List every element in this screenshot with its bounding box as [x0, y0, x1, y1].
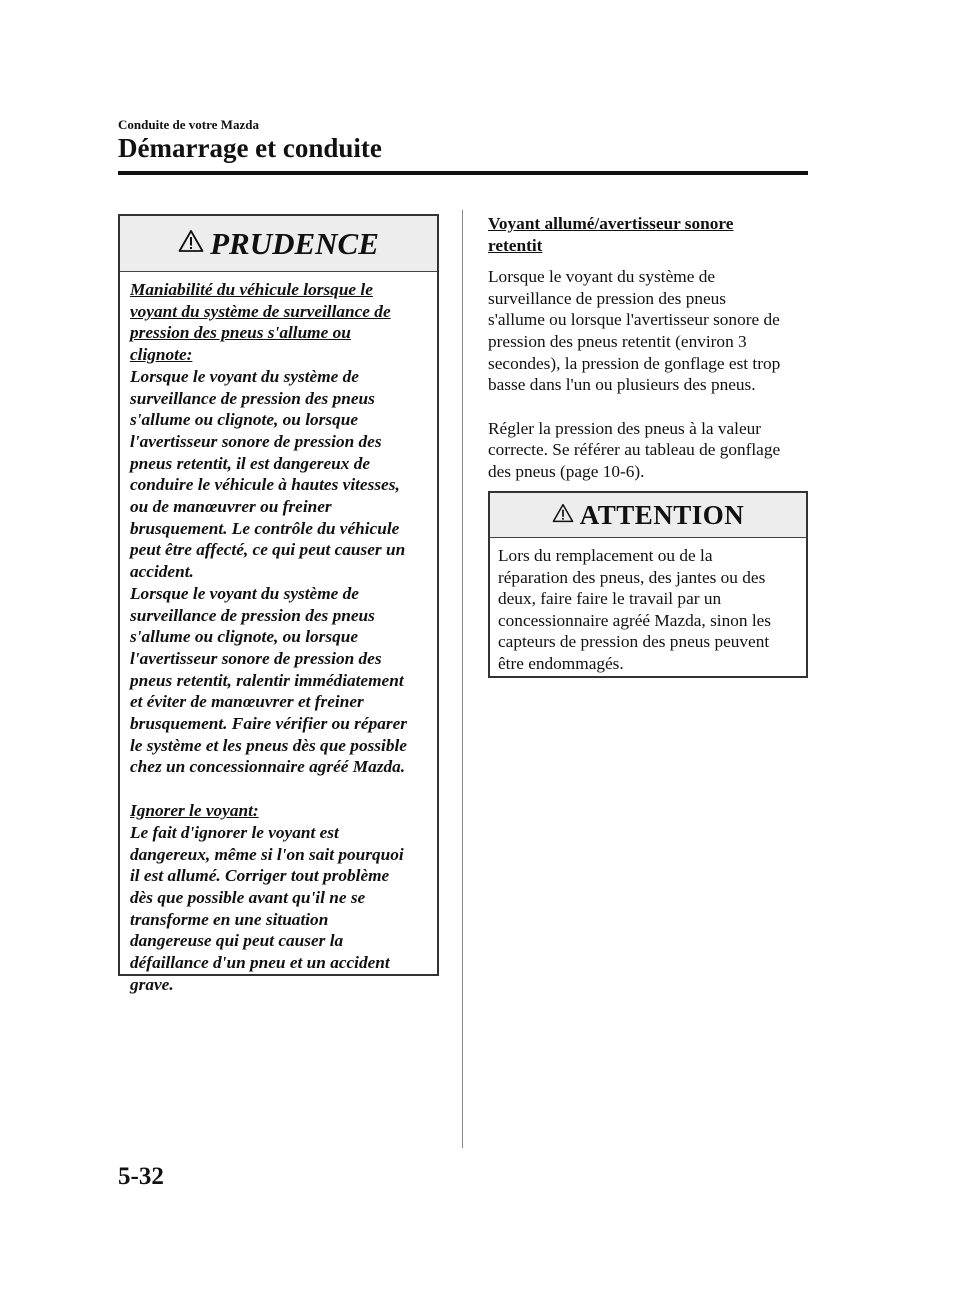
- text-line: pression des pneus s'allume ou: [130, 323, 351, 343]
- text-line: accident.: [130, 562, 194, 582]
- text-line: brusquement. Le contrôle du véhicule: [130, 518, 400, 538]
- text-line: Lorsque le voyant du système de: [130, 583, 359, 603]
- text-line: correcte. Se référer au tableau de gonflage: [488, 440, 781, 460]
- text-line: s'allume ou clignote, ou lorsque: [130, 410, 359, 430]
- text-line: des pneus (page 10-6).: [488, 461, 645, 481]
- text-line: l'avertisseur sonore de pression des: [130, 648, 382, 668]
- section-heading: [488, 213, 810, 256]
- text-line: concessionnaire agréé Mazda, sinon les: [498, 610, 772, 630]
- text-line: s'allume ou clignote, ou lorsque: [130, 627, 359, 647]
- text-line: le système et les pneus dès que possible: [130, 735, 407, 755]
- body-paragraph-1: [488, 266, 810, 396]
- text-line: Le fait d'ignorer le voyant est: [130, 822, 339, 842]
- text-line: brusquement. Faire vérifier ou réparer: [130, 714, 407, 734]
- spacer: [130, 778, 428, 800]
- prudence-box: [118, 214, 439, 994]
- text-line: défaillance d'un pneu et un accident: [130, 953, 390, 973]
- text-line: Voyant allumé/avertisseur sonore: [488, 214, 734, 233]
- text-line: réparation des pneus, des jantes ou des: [498, 567, 766, 587]
- warning-triangle-icon: [552, 503, 574, 528]
- text-line: s'allume ou lorsque l'avertisseur sonore de: [488, 310, 780, 330]
- page-number: 5-32: [118, 1163, 164, 1190]
- section-label: Conduite de votre Mazda: [118, 117, 259, 132]
- text-line: secondes), la pression de gonflage est trop: [488, 353, 781, 373]
- text-line: pression des pneus retentit (environ 3: [488, 331, 747, 351]
- warning-triangle-icon: [178, 229, 204, 258]
- text-line: il est allumé. Corriger tout problème: [130, 866, 390, 886]
- text-line: Régler la pression des pneus à la valeur: [488, 418, 762, 438]
- prudence-paragraph-1: [130, 366, 428, 583]
- text-line: dangereuse qui peut causer la: [130, 931, 344, 951]
- prudence-paragraph-3: [130, 822, 428, 996]
- text-line: voyant du système de surveillance de: [130, 301, 391, 321]
- text-line: ou de manœuvrer ou freiner: [130, 497, 332, 517]
- text-line: être endommagés.: [498, 653, 624, 673]
- prudence-title: PRUDENCE: [210, 225, 379, 261]
- attention-box: [488, 491, 808, 678]
- text-line: clignote:: [130, 345, 193, 365]
- header-rule: [118, 171, 808, 175]
- text-line: surveillance de pression des pneus: [130, 388, 375, 408]
- prudence-header: [120, 216, 437, 272]
- prudence-heading-1: [130, 279, 428, 366]
- text-line: Maniabilité du véhicule lorsque le: [130, 280, 373, 299]
- text-line: pneus retentit, il est dangereux de: [130, 453, 371, 473]
- text-line: retentit: [488, 235, 543, 255]
- text-line: Lorsque le voyant du système de: [130, 366, 359, 386]
- text-line: l'avertisseur sonore de pression des: [130, 431, 382, 451]
- right-column: [488, 213, 810, 483]
- body-paragraph-2: [488, 418, 810, 483]
- text-line: surveillance de pression des pneus: [488, 288, 727, 308]
- text-line: pneus retentit, ralentir immédiatement: [130, 670, 404, 690]
- chapter-title: Démarrage et conduite: [118, 133, 382, 163]
- text-line: transforme en une situation: [130, 909, 329, 929]
- text-line: surveillance de pression des pneus: [130, 605, 375, 625]
- prudence-paragraph-2: [130, 583, 428, 778]
- text-line: dangereux, même si l'on sait pourquoi: [130, 844, 404, 864]
- text-line: chez un concessionnaire agréé Mazda.: [130, 757, 406, 777]
- text-line: grave.: [130, 974, 174, 994]
- text-line: basse dans l'un ou plusieurs des pneus.: [488, 375, 756, 395]
- attention-title: ATTENTION: [579, 499, 745, 530]
- text-line: dès que possible avant qu'il ne se: [130, 887, 366, 907]
- attention-header: [490, 493, 806, 538]
- text-line: deux, faire faire le travail par un: [498, 589, 722, 609]
- text-line: Lors du remplacement ou de la: [498, 546, 713, 565]
- text-line: et éviter de manœuvrer et freiner: [130, 692, 364, 712]
- text-line: capteurs de pression des pneus peuvent: [498, 632, 770, 652]
- column-divider: [462, 210, 463, 1148]
- text-line: conduire le véhicule à hautes vitesses,: [130, 475, 400, 495]
- text-line: Lorsque le voyant du système de: [488, 267, 716, 287]
- prudence-heading-2: Ignorer le voyant:: [130, 801, 259, 821]
- attention-body: [490, 538, 806, 675]
- text-line: peut être affecté, ce qui peut causer un: [130, 540, 406, 560]
- prudence-body: [120, 272, 437, 996]
